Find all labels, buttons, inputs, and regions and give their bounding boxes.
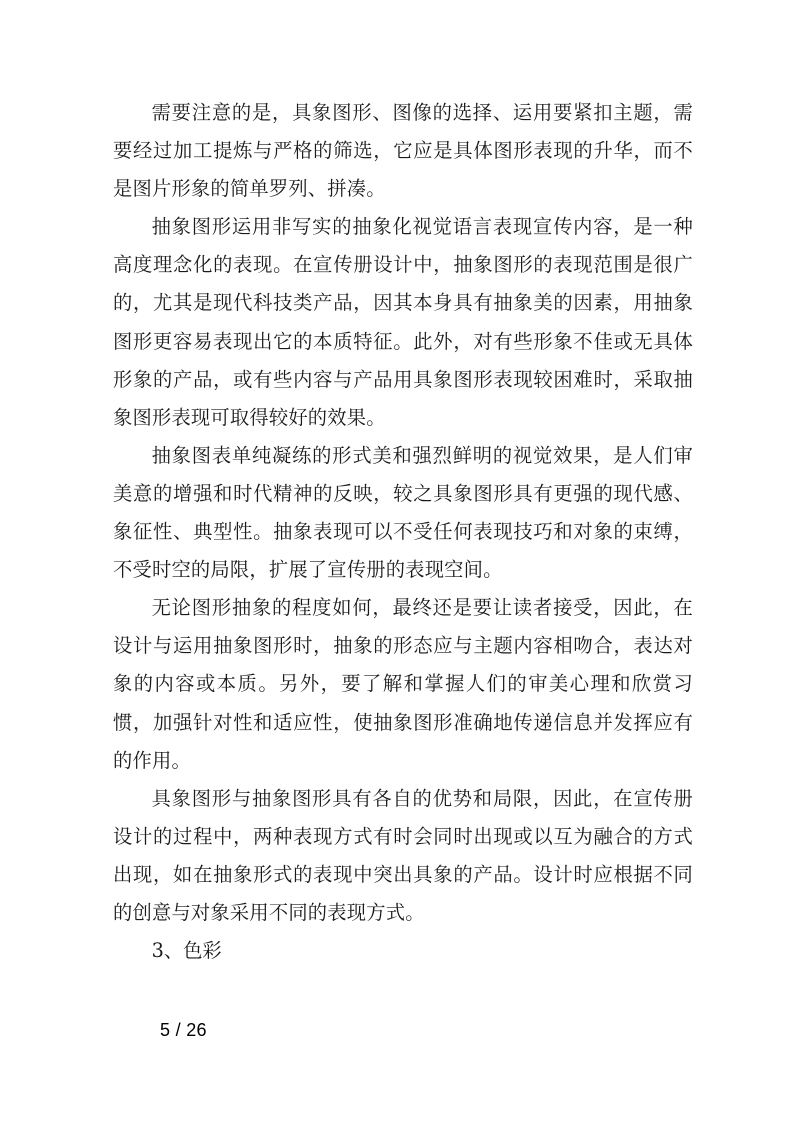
paragraph-abstract-graphics-intro: 抽象图形运用非写实的抽象化视觉语言表现宣传内容，是一种高度理念化的表现。在宣传册设计中，抽象图形的表现范围是很广的，尤其是现代科技类产品，因其本身具有抽象美的因素，用抽象图形更容易表现出它的本质特征。此外，对有些形象不佳或无具体形象的产品，或有些内容与产品用具象图形表现较困难时，采取抽象图形表现可取得较好的效果。	[113, 215, 693, 429]
paragraph-abstract-form-beauty: 抽象图表单纯凝练的形式美和强烈鲜明的视觉效果，是人们审美意的增强和时代精神的反映，较之具象图形具有更强的现代感、象征性、典型性。抽象表现可以不受任何表现技巧和对象的束缚，不受时空的局限，扩展了宣传册的表现空间。	[113, 443, 693, 582]
paragraph-concrete-vs-abstract: 具象图形与抽象图形具有各自的优势和局限，因此，在宣传册设计的过程中，两种表现方式有时会同时出现或以互为融合的方式出现，如在抽象形式的表现中突出具象的产品。设计时应根据不同的创意与对象采用不同的表现方式。	[113, 786, 693, 924]
page-number: 5 / 26	[160, 1020, 207, 1040]
paragraph-abstract-acceptance: 无论图形抽象的程度如何，最终还是要让读者接受，因此，在设计与运用抽象图形时，抽象的形态应与主题内容相吻合，表达对象的内容或本质。另外，要了解和掌握人们的审美心理和欣赏习惯，加强针对性和适应性，使抽象图形准确地传递信息并发挥应有的作用。	[113, 596, 693, 772]
section-heading-color: 3、色彩	[151, 939, 222, 963]
paragraph-concrete-graphics-note: 需要注意的是，具象图形、图像的选择、运用要紧扣主题，需要经过加工提炼与严格的筛选，它应是具体图形表现的升华，而不是图片形象的简单罗列、拼凑。	[113, 101, 693, 201]
document-page	[113, 94, 693, 970]
